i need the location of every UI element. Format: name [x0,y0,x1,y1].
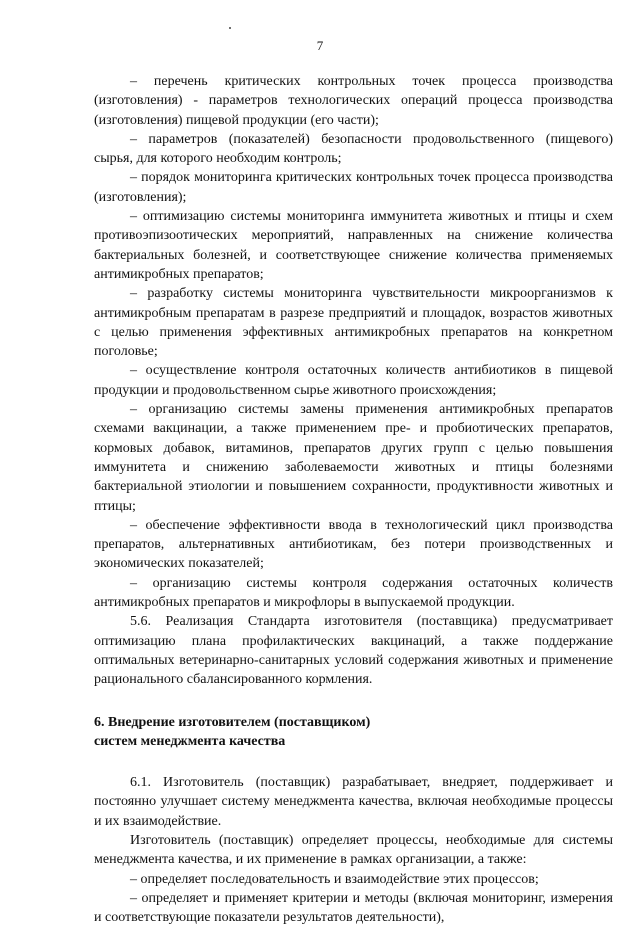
list-item: – определяет и применяет критерии и методы (включая мониторинг, измерения и соответствующие показатели результатов деятельности), [94,890,613,926]
list-item: – организацию системы замены применения антимикробных препаратов схемами вакцинации, а также применением пре- и пробиотических препаратов, кормовых добавок, витаминов, препаратов других групп с целью повышения иммунитета и снижению заболеваемости животных и птицы болезнями бактериальной этиологии и повышением сохранности, продуктивности животных и птицы; [94,402,613,514]
list-item: – обеспечение эффективности ввода в технологический цикл производства препаратов, альтернативных антибиотикам, без потери производственных и экономических показателей; [94,517,613,572]
section-heading-line2: систем менеджмента качества [94,733,286,749]
list-item: – перечень критических контрольных точек процесса производства (изготовления) - параметров технологических операций процесса производства (изготовления) пищевой продукции (его части); [94,74,613,128]
list-item: – определяет последовательность и взаимодействие этих процессов; [130,871,539,887]
section-heading-line1: 6. Внедрение изготовителем (поставщиком) [94,714,371,730]
paragraph-manufacturer: Изготовитель (поставщик) определяет процессы, необходимые для системы менеджмента качества, и их применение в рамках организации, а также: [94,832,613,868]
page-number: 7 [316,38,324,53]
list-item: – параметров (показателей) безопасности продовольственного (пищевого) сырья, для которого необходим контроль; [94,131,613,167]
scan-speck [229,27,231,29]
list-item: – осуществление контроля остаточных количеств антибиотиков в пищевой продукции и продовольственном сырье животного происхождения; [94,363,613,398]
document-body [94,72,613,927]
list-item: – порядок мониторинга критических контрольных точек процесса производства (изготовления); [94,170,613,205]
list-item: – организацию системы контроля содержания остаточных количеств антимикробных препаратов и микрофлоры в выпускаемой продукции. [94,575,613,611]
paragraph-5-6: 5.6. Реализация Стандарта изготовителя (поставщика) предусматривает оптимизацию плана профилактических вакцинаций, а также поддержание оптимальных ветеринарно-санитарных условий содержания животных и применение рационального сбалансированного кормления. [94,614,613,688]
list-item: – разработку системы мониторинга чувствительности микроорганизмов к антимикробным препаратам в разрезе предприятий и площадок, возрастов животных с целью применения эффективных антимикробных препаратов на конкретном поголовье; [94,286,613,360]
paragraph-6-1: 6.1. Изготовитель (поставщик) разрабатывает, внедряет, поддерживает и постоянно улучшает систему менеджмента качества, включая необходимые процессы и их взаимодействие. [94,775,613,829]
section-heading [94,713,613,752]
list-item: – оптимизацию системы мониторинга иммунитета животных и птицы и схем противоэпизоотических мероприятий, направленных на снижение количества бактериальных болезней, и соответствующее снижение количества применяемых антимикробных препаратов; [94,209,613,282]
